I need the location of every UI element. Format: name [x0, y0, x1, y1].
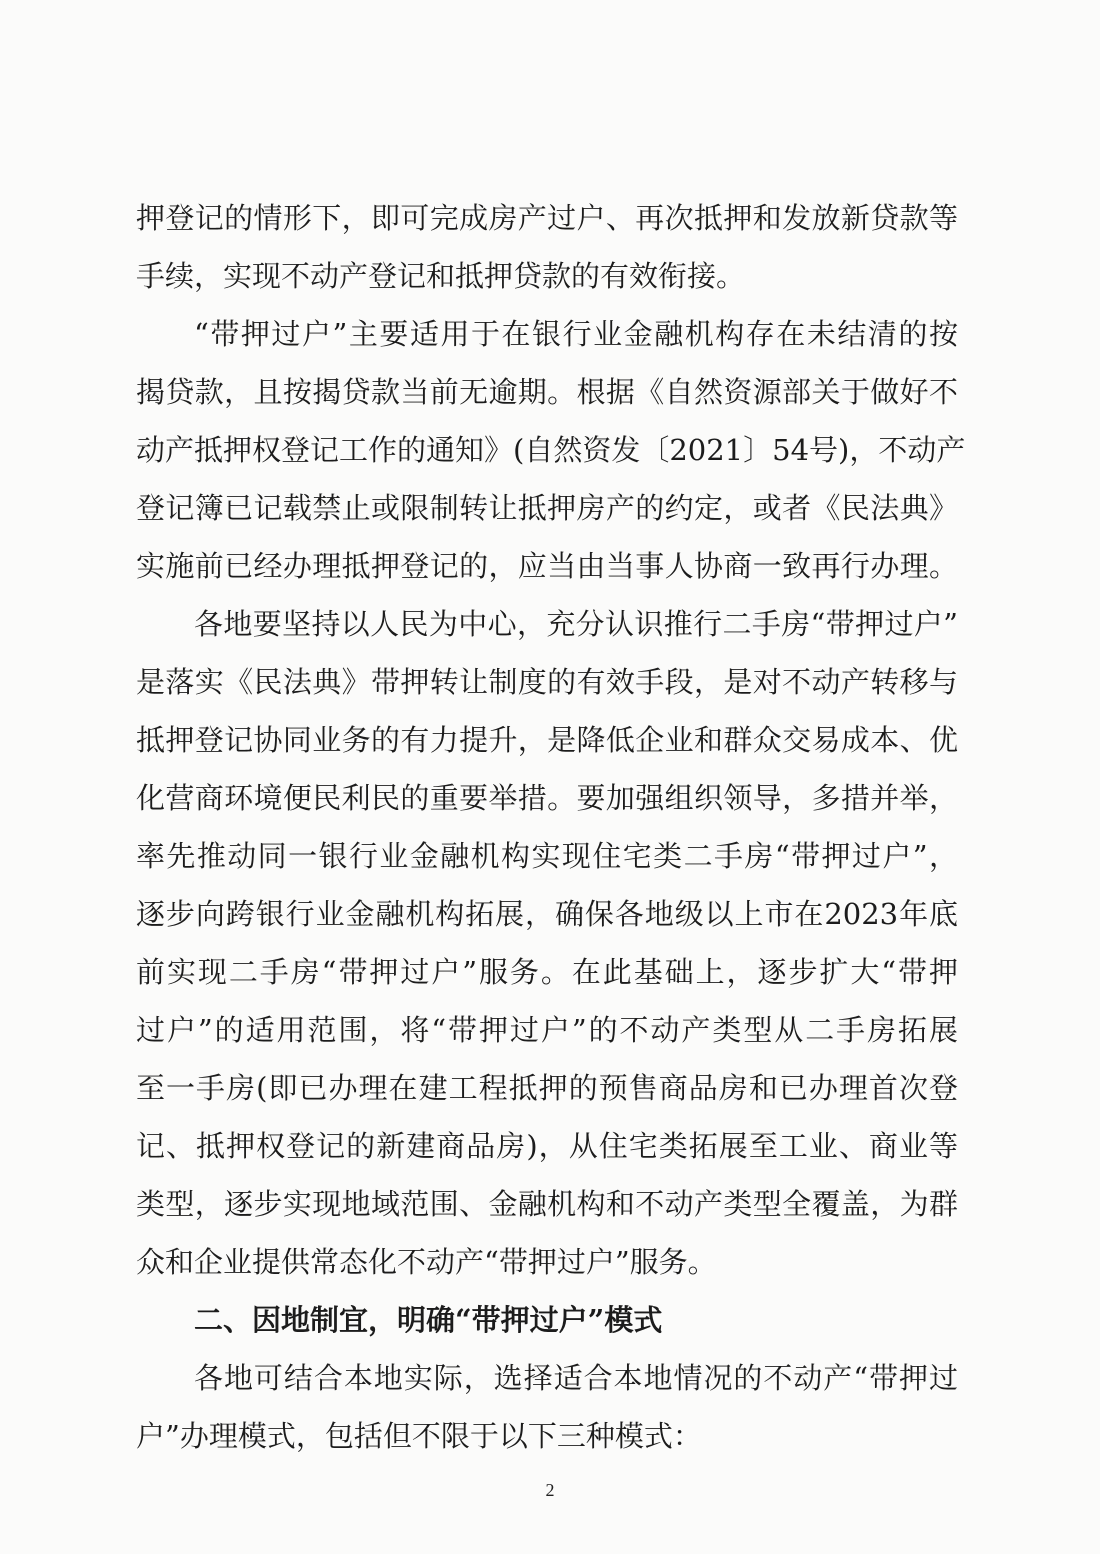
text-line: 抵押登记协同业务的有力提升，是降低企业和群众交易成本、优: [136, 723, 958, 757]
paragraph-start-line: 各地要坚持以人民为中心，充分认识推行二手房“带押过户”: [194, 607, 958, 641]
text-line: 动产抵押权登记工作的通知》(自然资发〔2021〕54号)，不动产: [136, 433, 966, 467]
text-line: 至一手房(即已办理在建工程抵押的预售商品房和已办理首次登: [136, 1071, 958, 1105]
text-line: 化营商环境便民利民的重要举措。要加强组织领导，多措并举，: [136, 781, 958, 815]
text-line: 户”办理模式，包括但不限于以下三种模式：: [136, 1419, 702, 1453]
text-line: 类型，逐步实现地域范围、金融机构和不动产类型全覆盖，为群: [136, 1187, 958, 1221]
text-line: 逐步向跨银行业金融机构拓展，确保各地级以上市在2023年底: [136, 897, 958, 931]
text-line: 众和企业提供常态化不动产“带押过户”服务。: [136, 1245, 717, 1279]
text-line: 率先推动同一银行业金融机构实现住宅类二手房“带押过户”，: [136, 839, 958, 873]
text-line: 过户”的适用范围，将“带押过户”的不动产类型从二手房拓展: [136, 1013, 958, 1047]
text-line: 押登记的情形下，即可完成房产过户、再次抵押和发放新贷款等: [136, 201, 958, 235]
paragraph-start-line: “带押过户”主要适用于在银行业金融机构存在未结清的按: [194, 317, 958, 351]
paragraph-start-line: 各地可结合本地实际，选择适合本地情况的不动产“带押过: [194, 1361, 958, 1395]
text-line: 前实现二手房“带押过户”服务。在此基础上，逐步扩大“带押: [136, 955, 958, 989]
text-line: 是落实《民法典》带押转让制度的有效手段，是对不动产转移与: [136, 665, 958, 699]
text-line: 记、抵押权登记的新建商品房)，从住宅类拓展至工业、商业等: [136, 1129, 958, 1163]
section-heading: 二、因地制宜，明确“带押过户”模式: [194, 1303, 663, 1337]
page-number: 2: [545, 1480, 555, 1500]
text-line: 揭贷款，且按揭贷款当前无逾期。根据《自然资源部关于做好不: [136, 375, 958, 409]
text-line: 登记簿已记载禁止或限制转让抵押房产的约定，或者《民法典》: [136, 491, 958, 525]
text-line: 手续，实现不动产登记和抵押贷款的有效衔接。: [136, 259, 746, 293]
text-line: 实施前已经办理抵押登记的，应当由当事人协商一致再行办理。: [136, 549, 958, 583]
